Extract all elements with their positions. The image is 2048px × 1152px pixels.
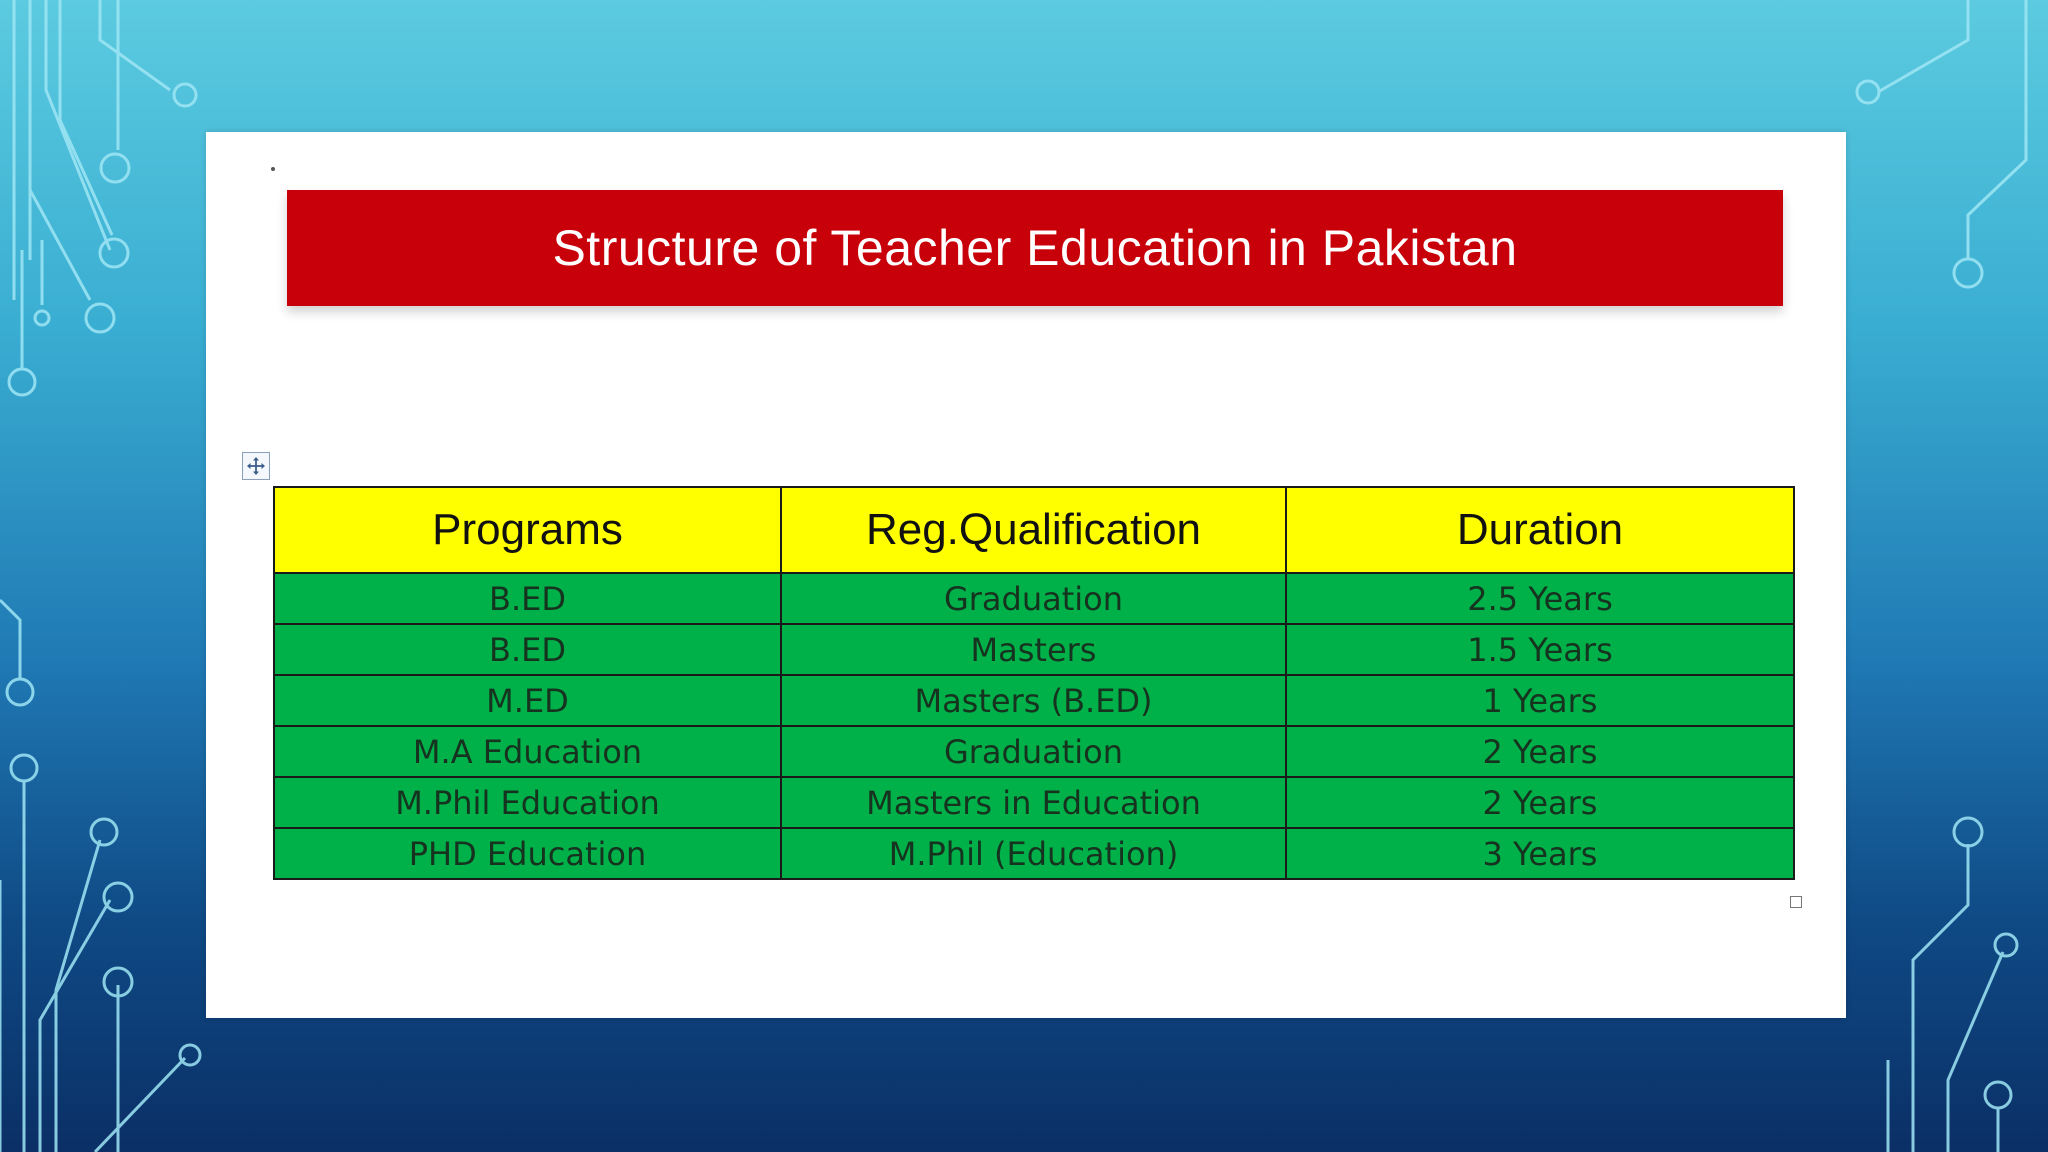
cell-duration: 3 Years [1286,828,1794,879]
cell-qualification: Graduation [781,573,1286,624]
resize-square-icon[interactable] [1790,896,1802,908]
circuit-lines-icon [1818,0,2048,1152]
move-cross-icon[interactable] [242,452,270,480]
table-row [274,573,1794,624]
cell-duration: 2 Years [1286,726,1794,777]
cell-program: PHD Education [274,828,781,879]
cell-program: B.ED [274,624,781,675]
cell-duration: 2 Years [1286,777,1794,828]
cell-program: B.ED [274,573,781,624]
education-table [273,486,1795,880]
header-qualification: Reg.Qualification [781,487,1286,573]
circuit-lines-icon [0,0,230,1152]
cell-duration: 1 Years [1286,675,1794,726]
cell-qualification: Masters in Education [781,777,1286,828]
cell-qualification: Masters (B.ED) [781,675,1286,726]
slide-content [206,132,1846,1018]
cell-program: M.Phil Education [274,777,781,828]
cell-program: M.A Education [274,726,781,777]
cell-duration: 1.5 Years [1286,624,1794,675]
table-row [274,828,1794,879]
cell-qualification: M.Phil (Education) [781,828,1286,879]
table-row [274,675,1794,726]
stray-dot [271,167,275,171]
cell-qualification: Masters [781,624,1286,675]
header-programs: Programs [274,487,781,573]
slide-title: Structure of Teacher Education in Pakistan [552,220,1518,276]
cell-qualification: Graduation [781,726,1286,777]
table-row [274,624,1794,675]
table-row [274,777,1794,828]
cell-duration: 2.5 Years [1286,573,1794,624]
title-banner [287,190,1783,306]
header-duration: Duration [1286,487,1794,573]
table-header-row [274,487,1794,573]
cell-program: M.ED [274,675,781,726]
table-row [274,726,1794,777]
